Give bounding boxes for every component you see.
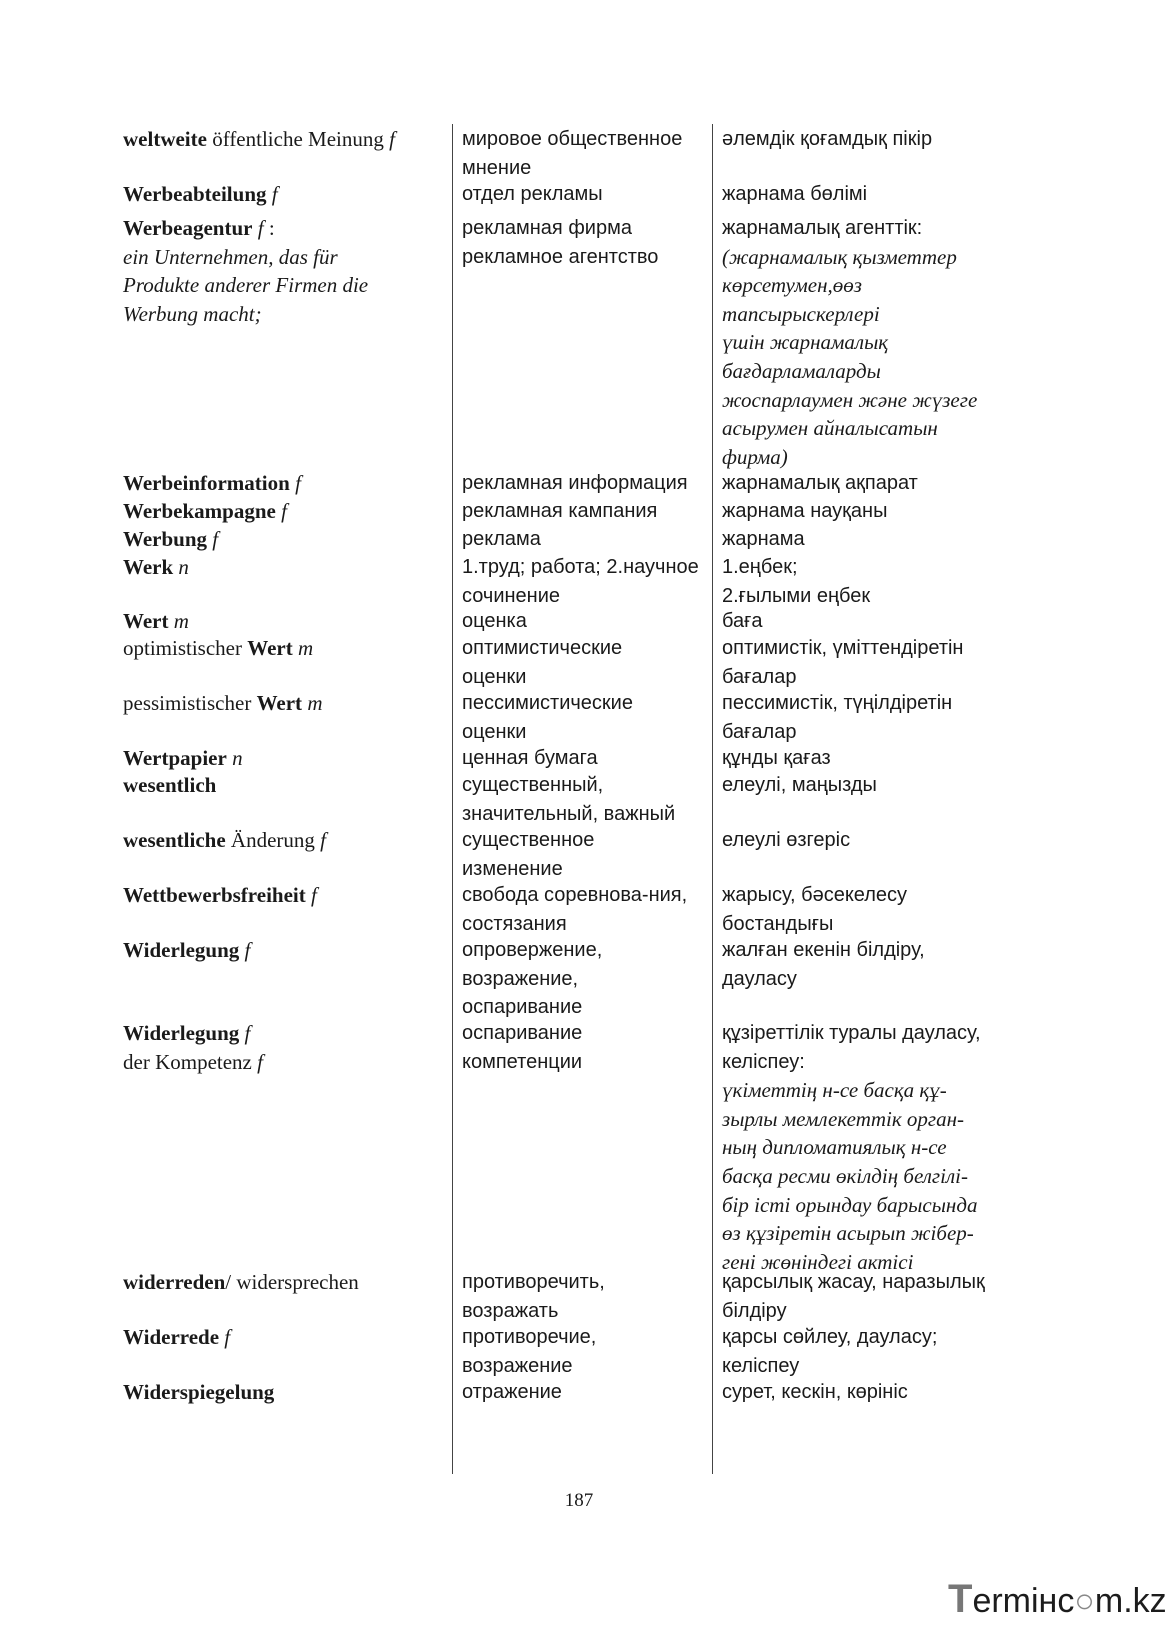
kazakh-translation [722, 553, 1022, 610]
term-suffix: : [263, 216, 275, 240]
german-term [123, 826, 453, 855]
gender-marker: f [244, 938, 251, 962]
kazakh-translation [722, 881, 1022, 938]
russian-translation: ценная бумага [462, 747, 598, 769]
russian-translation: реклама [462, 528, 541, 550]
kazakh-translation [722, 826, 1022, 855]
kazakh-definition: (жарнамалық қызметтер көрсетумен,өөз тапсырыскерлері үшін жарнамалық бағдарламаларды жоспарлаумен және жүзеге асырумен айналысатын фирма) [722, 244, 978, 469]
kazakh-translation [722, 936, 1022, 993]
russian-translation: противоречить, возражать [462, 1271, 605, 1322]
kazakh-term: оптимистік, үміттендіретін бағалар [722, 637, 964, 688]
headword: Werbeabteilung [123, 182, 267, 206]
headword: Wert [247, 636, 293, 660]
gender-marker: f [257, 216, 264, 240]
gender-marker: f [295, 471, 301, 495]
kazakh-definition: үкіметтің н-се басқа құ- зырлы мемлекеттік орган- ның дипломатиялық н-се басқа ресми өкілдің белгілі- бір істі орындау барысында өз құзіретін асырып жібер- гені жөніндегі актісі [722, 1078, 978, 1274]
gender-marker: f [244, 1021, 251, 1045]
kazakh-term: елеулі өзгеріс [722, 829, 851, 851]
gender-marker: n [178, 555, 189, 579]
kazakh-translation [722, 634, 1022, 691]
german-term [123, 497, 453, 526]
headword: Werk [123, 555, 174, 579]
gender-marker: f [320, 828, 326, 852]
russian-translation: 1.труд; работа; 2.научное сочинение [462, 556, 699, 607]
term-rest: / widersprechen [225, 1270, 359, 1294]
german-term [123, 1323, 453, 1352]
german-term [123, 634, 453, 663]
headword: Wertpapier [123, 746, 227, 770]
kazakh-term: құзіреттілік туралы дауласу, келіспеу: [722, 1022, 981, 1073]
kazakh-translation [722, 771, 1022, 800]
german-term [123, 607, 453, 636]
german-term [123, 1378, 453, 1407]
german-term [123, 469, 453, 498]
headword: Werbeagentur [123, 216, 253, 240]
kazakh-translation [722, 214, 1022, 471]
german-term [123, 1019, 453, 1076]
headword: widerreden [123, 1270, 226, 1294]
term-second-line: der Kompetenz [123, 1049, 258, 1074]
german-term [123, 214, 453, 328]
kazakh-term: қарсылық жасау, наразылық білдіру [722, 1271, 985, 1322]
kazakh-translation [722, 469, 1022, 498]
german-term [123, 1268, 453, 1297]
headword: Werbung [123, 527, 208, 551]
headword: weltweite [123, 127, 207, 151]
russian-translation: отражение [462, 1381, 562, 1403]
gender-marker: f [310, 883, 317, 907]
headword: Widerlegung [123, 1021, 240, 1045]
gender-marker: n [232, 746, 243, 770]
headword: Widerspiegelung [123, 1380, 275, 1404]
kazakh-term: жалған екенін білдіру, дауласу [722, 939, 925, 990]
kazakh-translation [722, 1268, 1022, 1325]
russian-translation: противоречие, возражение [462, 1326, 597, 1377]
gender-marker: m [297, 636, 314, 660]
term-prefix: pessimistischer [123, 691, 257, 715]
german-term [123, 689, 453, 718]
kazakh-translation [722, 525, 1022, 554]
kazakh-translation [722, 744, 1022, 773]
kazakh-term: елеулі, маңызды [722, 774, 877, 796]
headword: Widerlegung [123, 938, 240, 962]
kazakh-term: жарнама науқаны [722, 500, 888, 522]
kazakh-term: жарнамалық агенттік: [722, 217, 923, 239]
headword: Werbekampagne [123, 499, 276, 523]
german-term [123, 180, 453, 209]
kazakh-translation [722, 1323, 1022, 1380]
gender-marker: f [389, 127, 395, 151]
german-term [123, 553, 453, 582]
gender-marker: f [271, 182, 278, 206]
headword: wesentliche [123, 828, 226, 852]
kazakh-term: қарсы сөйлеу, дауласу; келіспеу [722, 1326, 938, 1377]
gender-marker: m [307, 691, 323, 715]
russian-translation: оспаривание компетенции [462, 1022, 583, 1073]
gender-marker: m [173, 609, 189, 633]
gender-marker: f [224, 1325, 231, 1349]
kazakh-term: пессимистік, түңілдіретін бағалар [722, 692, 953, 743]
kazakh-translation [722, 607, 1022, 636]
german-term [123, 936, 453, 965]
term-prefix: optimistischer [123, 636, 248, 660]
russian-translation: оптимистические оценки [462, 637, 623, 688]
termincom-logo: Termінc○m.kz [948, 1577, 1167, 1621]
russian-translation: существенный, значительный, важный [462, 774, 676, 825]
russian-translation: свобода соревнова-ния, состязания [462, 884, 688, 935]
kazakh-translation [722, 497, 1022, 526]
german-term [123, 771, 453, 800]
term-rest: öffentliche Meinung [206, 127, 390, 151]
kazakh-term: баға [722, 610, 763, 632]
kazakh-term: әлемдік қоғамдық пікір [722, 128, 933, 150]
headword: Wettbewerbsfreiheit [123, 883, 306, 907]
russian-translation: рекламная кампания [462, 500, 658, 522]
kazakh-term: жарнама [722, 528, 805, 550]
term-rest: Änderung [225, 828, 321, 852]
russian-translation: пессимистические оценки [462, 692, 633, 743]
kazakh-translation [722, 1378, 1022, 1407]
headword: Wert [256, 691, 303, 715]
kazakh-term: сурет, кескін, көрініс [722, 1381, 908, 1403]
headword: Werbeinformation [123, 471, 290, 495]
kazakh-translation [722, 125, 1022, 154]
russian-translation: существенное изменение [462, 829, 595, 880]
german-term [123, 525, 453, 554]
russian-translation: отдел рекламы [462, 183, 603, 205]
gender-marker: f [257, 1049, 263, 1074]
kazakh-translation [722, 689, 1022, 746]
german-term [123, 881, 453, 910]
russian-translation: мировое общественное мнение [462, 128, 683, 179]
gender-marker: f [212, 527, 219, 551]
kazakh-term: 1.еңбек; 2.ғылыми еңбек [722, 556, 871, 607]
russian-translation: опровержение, возражение, оспаривание [462, 939, 603, 1019]
german-term [123, 125, 453, 154]
kazakh-translation [722, 1019, 1022, 1276]
headword: wesentlich [123, 773, 217, 797]
russian-translation: рекламная информация [462, 472, 688, 494]
kazakh-term: жарнама бөлімі [722, 183, 868, 205]
gender-marker: f [281, 499, 287, 523]
german-definition: ein Unternehmen, das für Produkte anderer Firmen die Werbung macht; [123, 244, 369, 326]
kazakh-translation [722, 180, 1022, 209]
kazakh-term: жарнамалық ақпарат [722, 472, 918, 494]
headword: Widerrede [123, 1325, 220, 1349]
russian-translation: оценка [462, 610, 527, 632]
kazakh-term: жарысу, бәсекелесу бостандығы [722, 884, 908, 935]
page-number: 187 [564, 1490, 594, 1511]
german-term [123, 744, 453, 773]
russian-translation: рекламная фирма рекламное агентство [462, 217, 659, 268]
kazakh-term: құнды қағаз [722, 747, 831, 769]
headword: Wert [123, 609, 169, 633]
